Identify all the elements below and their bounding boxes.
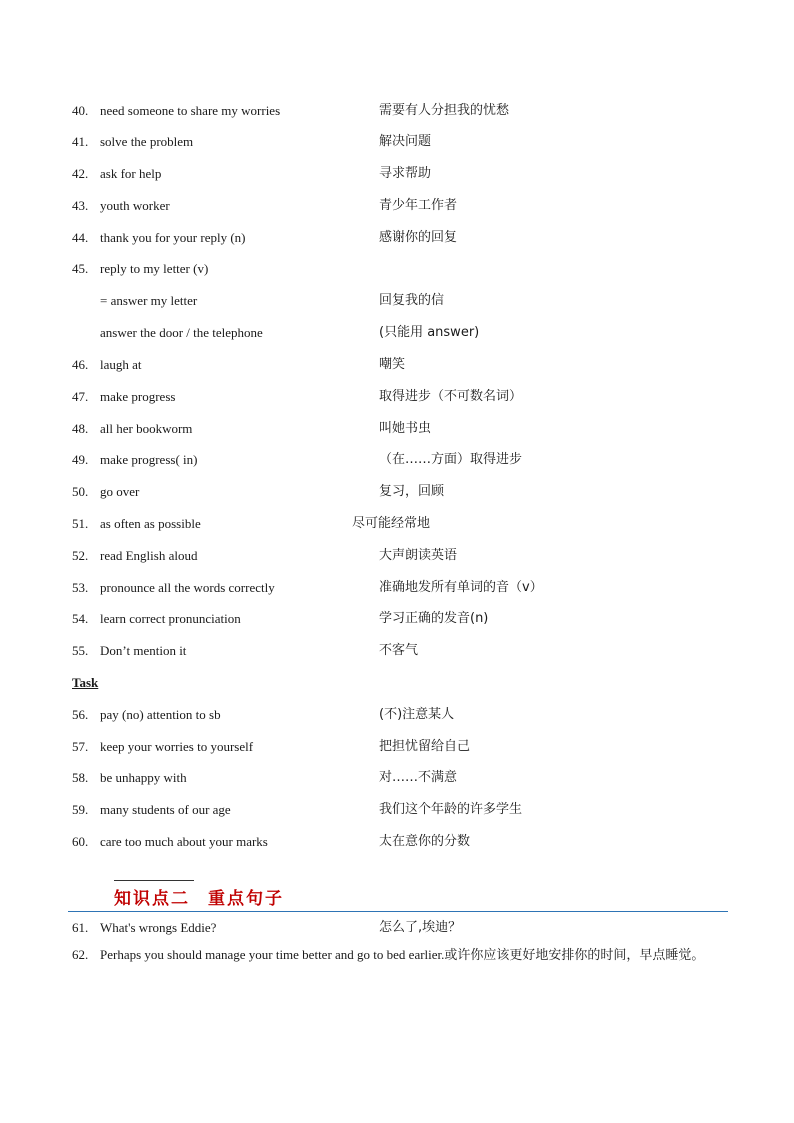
- chinese-meaning: 我们这个年龄的许多学生: [379, 802, 523, 817]
- item-number: 40.: [72, 103, 89, 118]
- vocab-row: [0, 830, 794, 854]
- section-title-part2: 重点句子: [208, 889, 284, 909]
- english-phrase: make progress: [100, 389, 176, 404]
- item-number: 57.: [72, 739, 89, 754]
- vocab-row: [0, 544, 794, 568]
- item-number: 62.: [72, 947, 89, 962]
- vocab-row: [0, 703, 794, 727]
- english-phrase: make progress( in): [100, 452, 198, 467]
- vocab-row: [0, 576, 794, 600]
- item-number: 59.: [72, 802, 89, 817]
- chinese-meaning: 复习，回顾: [379, 484, 445, 499]
- chinese-meaning: 解决问题: [379, 134, 432, 149]
- english-phrase: solve the problem: [100, 134, 194, 149]
- english-phrase: read English aloud: [100, 548, 198, 563]
- item-number: 42.: [72, 166, 89, 181]
- item-number: 52.: [72, 548, 89, 563]
- chinese-meaning: （在……方面）取得进步: [379, 452, 523, 467]
- item-number: 53.: [72, 580, 89, 595]
- vocab-row: [0, 607, 794, 631]
- english-phrase: Don’t mention it: [100, 643, 187, 658]
- chinese-meaning: 寻求帮助: [379, 166, 432, 181]
- vocab-row: [0, 735, 794, 759]
- chinese-meaning: 不客气: [379, 643, 419, 658]
- english-phrase: youth worker: [100, 198, 170, 213]
- english-phrase: go over: [100, 484, 140, 499]
- chinese-meaning: 感谢你的回复: [379, 230, 458, 245]
- vocab-row: [0, 798, 794, 822]
- heading-overline: [114, 880, 194, 881]
- vocab-row: [0, 162, 794, 186]
- vocab-row: [0, 480, 794, 504]
- item-number: 56.: [72, 707, 89, 722]
- vocab-row: [0, 99, 794, 123]
- english-phrase: care too much about your marks: [100, 834, 268, 849]
- english-sentence: Perhaps you should manage your time better and go to bed earlier.: [100, 947, 445, 962]
- item-number: 46.: [72, 357, 89, 372]
- english-phrase: as often as possible: [100, 516, 201, 531]
- vocab-row: [0, 321, 794, 345]
- chinese-meaning: 学习正确的发音(n): [379, 611, 489, 626]
- section-divider: [68, 911, 728, 912]
- section-title-part1: 知识点二: [114, 889, 190, 909]
- sentence-row: [0, 943, 794, 1013]
- chinese-meaning: 叫她书虫: [379, 421, 432, 436]
- vocab-row: [0, 257, 794, 281]
- vocab-row: [0, 289, 794, 313]
- vocab-row: [0, 353, 794, 377]
- chinese-translation: 怎么了,埃迪？: [379, 920, 462, 935]
- vocab-row: [0, 512, 794, 536]
- english-phrase: reply to my letter (v): [100, 261, 209, 276]
- chinese-meaning: 大声朗读英语: [379, 548, 458, 563]
- item-number: 48.: [72, 421, 89, 436]
- chinese-meaning: 嘲笑: [379, 357, 406, 372]
- english-phrase: many students of our age: [100, 802, 231, 817]
- section-title: [114, 884, 284, 909]
- item-number: 47.: [72, 389, 89, 404]
- item-number: 44.: [72, 230, 89, 245]
- english-phrase: laugh at: [100, 357, 142, 372]
- english-phrase: learn correct pronunciation: [100, 611, 241, 626]
- chinese-meaning: 回复我的信: [379, 293, 445, 308]
- item-number: 58.: [72, 770, 89, 785]
- english-sentence: What's wrongs Eddie?: [100, 920, 217, 935]
- item-number: 55.: [72, 643, 89, 658]
- task-heading: Task: [72, 675, 99, 690]
- long-sentence: [100, 939, 730, 972]
- chinese-meaning: 准确地发所有单词的音（v）: [379, 580, 543, 595]
- item-number: 60.: [72, 834, 89, 849]
- sentence-row: [0, 916, 794, 940]
- english-phrase: pronounce all the words correctly: [100, 580, 275, 595]
- chinese-meaning: 把担忧留给自己: [379, 739, 471, 754]
- chinese-meaning: (只能用 answer): [379, 325, 480, 340]
- english-phrase: pay (no) attention to sb: [100, 707, 221, 722]
- item-number: 50.: [72, 484, 89, 499]
- vocab-row: [0, 448, 794, 472]
- vocab-row: [0, 226, 794, 250]
- english-phrase: keep your worries to yourself: [100, 739, 254, 754]
- item-number: 54.: [72, 611, 89, 626]
- english-phrase: ask for help: [100, 166, 162, 181]
- english-phrase: = answer my letter: [100, 293, 198, 308]
- item-number: 41.: [72, 134, 89, 149]
- vocab-row: [0, 130, 794, 154]
- chinese-meaning: (不)注意某人: [379, 707, 455, 722]
- english-phrase: thank you for your reply (n): [100, 230, 246, 245]
- chinese-meaning: 需要有人分担我的忧愁: [379, 103, 510, 118]
- item-number: 45.: [72, 261, 89, 276]
- item-number: 61.: [72, 920, 89, 935]
- item-number: 49.: [72, 452, 89, 467]
- chinese-meaning: 太在意你的分数: [379, 834, 471, 849]
- chinese-translation: 或许你应该更好地安排你的时间，早点睡觉。: [444, 948, 705, 963]
- vocab-row: [0, 639, 794, 663]
- chinese-meaning: 对……不满意: [379, 770, 458, 785]
- chinese-meaning: 尽可能经常地: [352, 516, 431, 531]
- english-phrase: be unhappy with: [100, 770, 187, 785]
- vocab-row: [0, 385, 794, 409]
- vocab-row: [0, 194, 794, 218]
- english-phrase: all her bookworm: [100, 421, 193, 436]
- vocab-row: [0, 417, 794, 441]
- vocab-row: [0, 766, 794, 790]
- item-number: 51.: [72, 516, 89, 531]
- chinese-meaning: 取得进步（不可数名词）: [379, 389, 523, 404]
- english-phrase: answer the door / the telephone: [100, 325, 263, 340]
- english-phrase: need someone to share my worries: [100, 103, 281, 118]
- chinese-meaning: 青少年工作者: [379, 198, 458, 213]
- item-number: 43.: [72, 198, 89, 213]
